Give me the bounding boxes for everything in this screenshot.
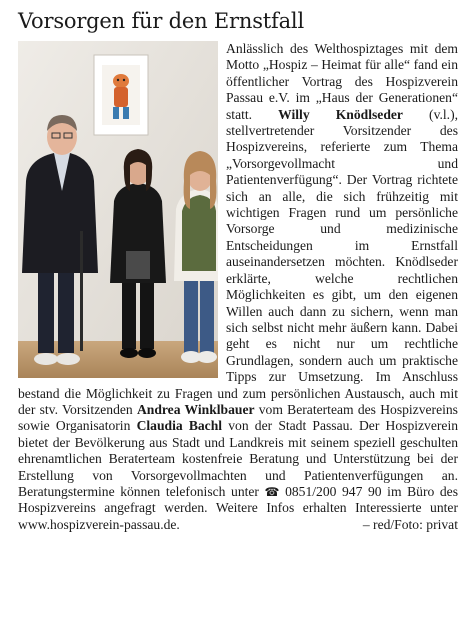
phone-number: 0851/200 947 90: [279, 483, 382, 499]
phone-icon: ☎: [264, 484, 280, 499]
paragraph-service: von der Stadt Passau. Der Hospizverein bietet der Bevölkerung aus Stadt und Landkreis mit seinem speziell geschulten ehrenamtlichen Beraterteam kostenfreie Beratung und Unterstützung bei der Erstellung von Vorsorgevollmachten und Patientenverfügungen an. Beratungstermine können telefonisch unter: [18, 418, 459, 499]
name-willy-knoedlseder: Willy Knödlseder: [278, 106, 403, 122]
name-andrea-winklbauer: Andrea Winklbauer: [136, 401, 255, 417]
name-claudia-bachl: Claudia Bachl: [136, 418, 223, 434]
paragraph-contact: im Büro des Hospizvereins angefragt werden. Weitere Infos erhalten Interessierte unter www.hospizverein-passau.de.: [18, 483, 458, 532]
photo-credit: – red/Foto: privat: [362, 516, 458, 532]
article: [18, 8, 458, 533]
paragraph-intro: Anlässlich des Welthospiztages mit dem Motto „Hospiz – Heimat für alle“ fand ein öffentlicher Vortrag des Hospizverein Passau e.V. im „Haus der Generationen“ statt.: [226, 41, 458, 122]
paragraph-main: (v.l.), stellvertretender Vorsitzender des Hospizvereins, referierte zum Thema „Vorsorgevollmacht und Patientenverfügung“. Der Vortrag richtete sich an alle, die sich frühzeitig mit wichtigen Fragen rund um persönliche Vorsorge und medizinische Entscheidungen im Ernstfall auseinandersetzen möchten. Knödlseder erklärte, welche rechtlichen Möglichkeiten es gibt, um den eigenen Willen auch dann zu sichern, wenn man sich selbst nicht mehr äußern kann. Dabei geht es nicht nur um rechtliche Grundlagen, sondern auch um praktische Tipps zur Umsetzung. Im Anschluss bestand die Möglichkeit zu Fragen und zum persönlichen Austausch, auch mit der stv. Vorsitzenden: [18, 106, 458, 417]
article-photo: [18, 41, 218, 378]
headline: Vorsorgen für den Ernstfall: [18, 9, 304, 33]
paragraph-team: vom Beraterteam des Hospizvereins sowie Organisatorin: [18, 401, 458, 434]
